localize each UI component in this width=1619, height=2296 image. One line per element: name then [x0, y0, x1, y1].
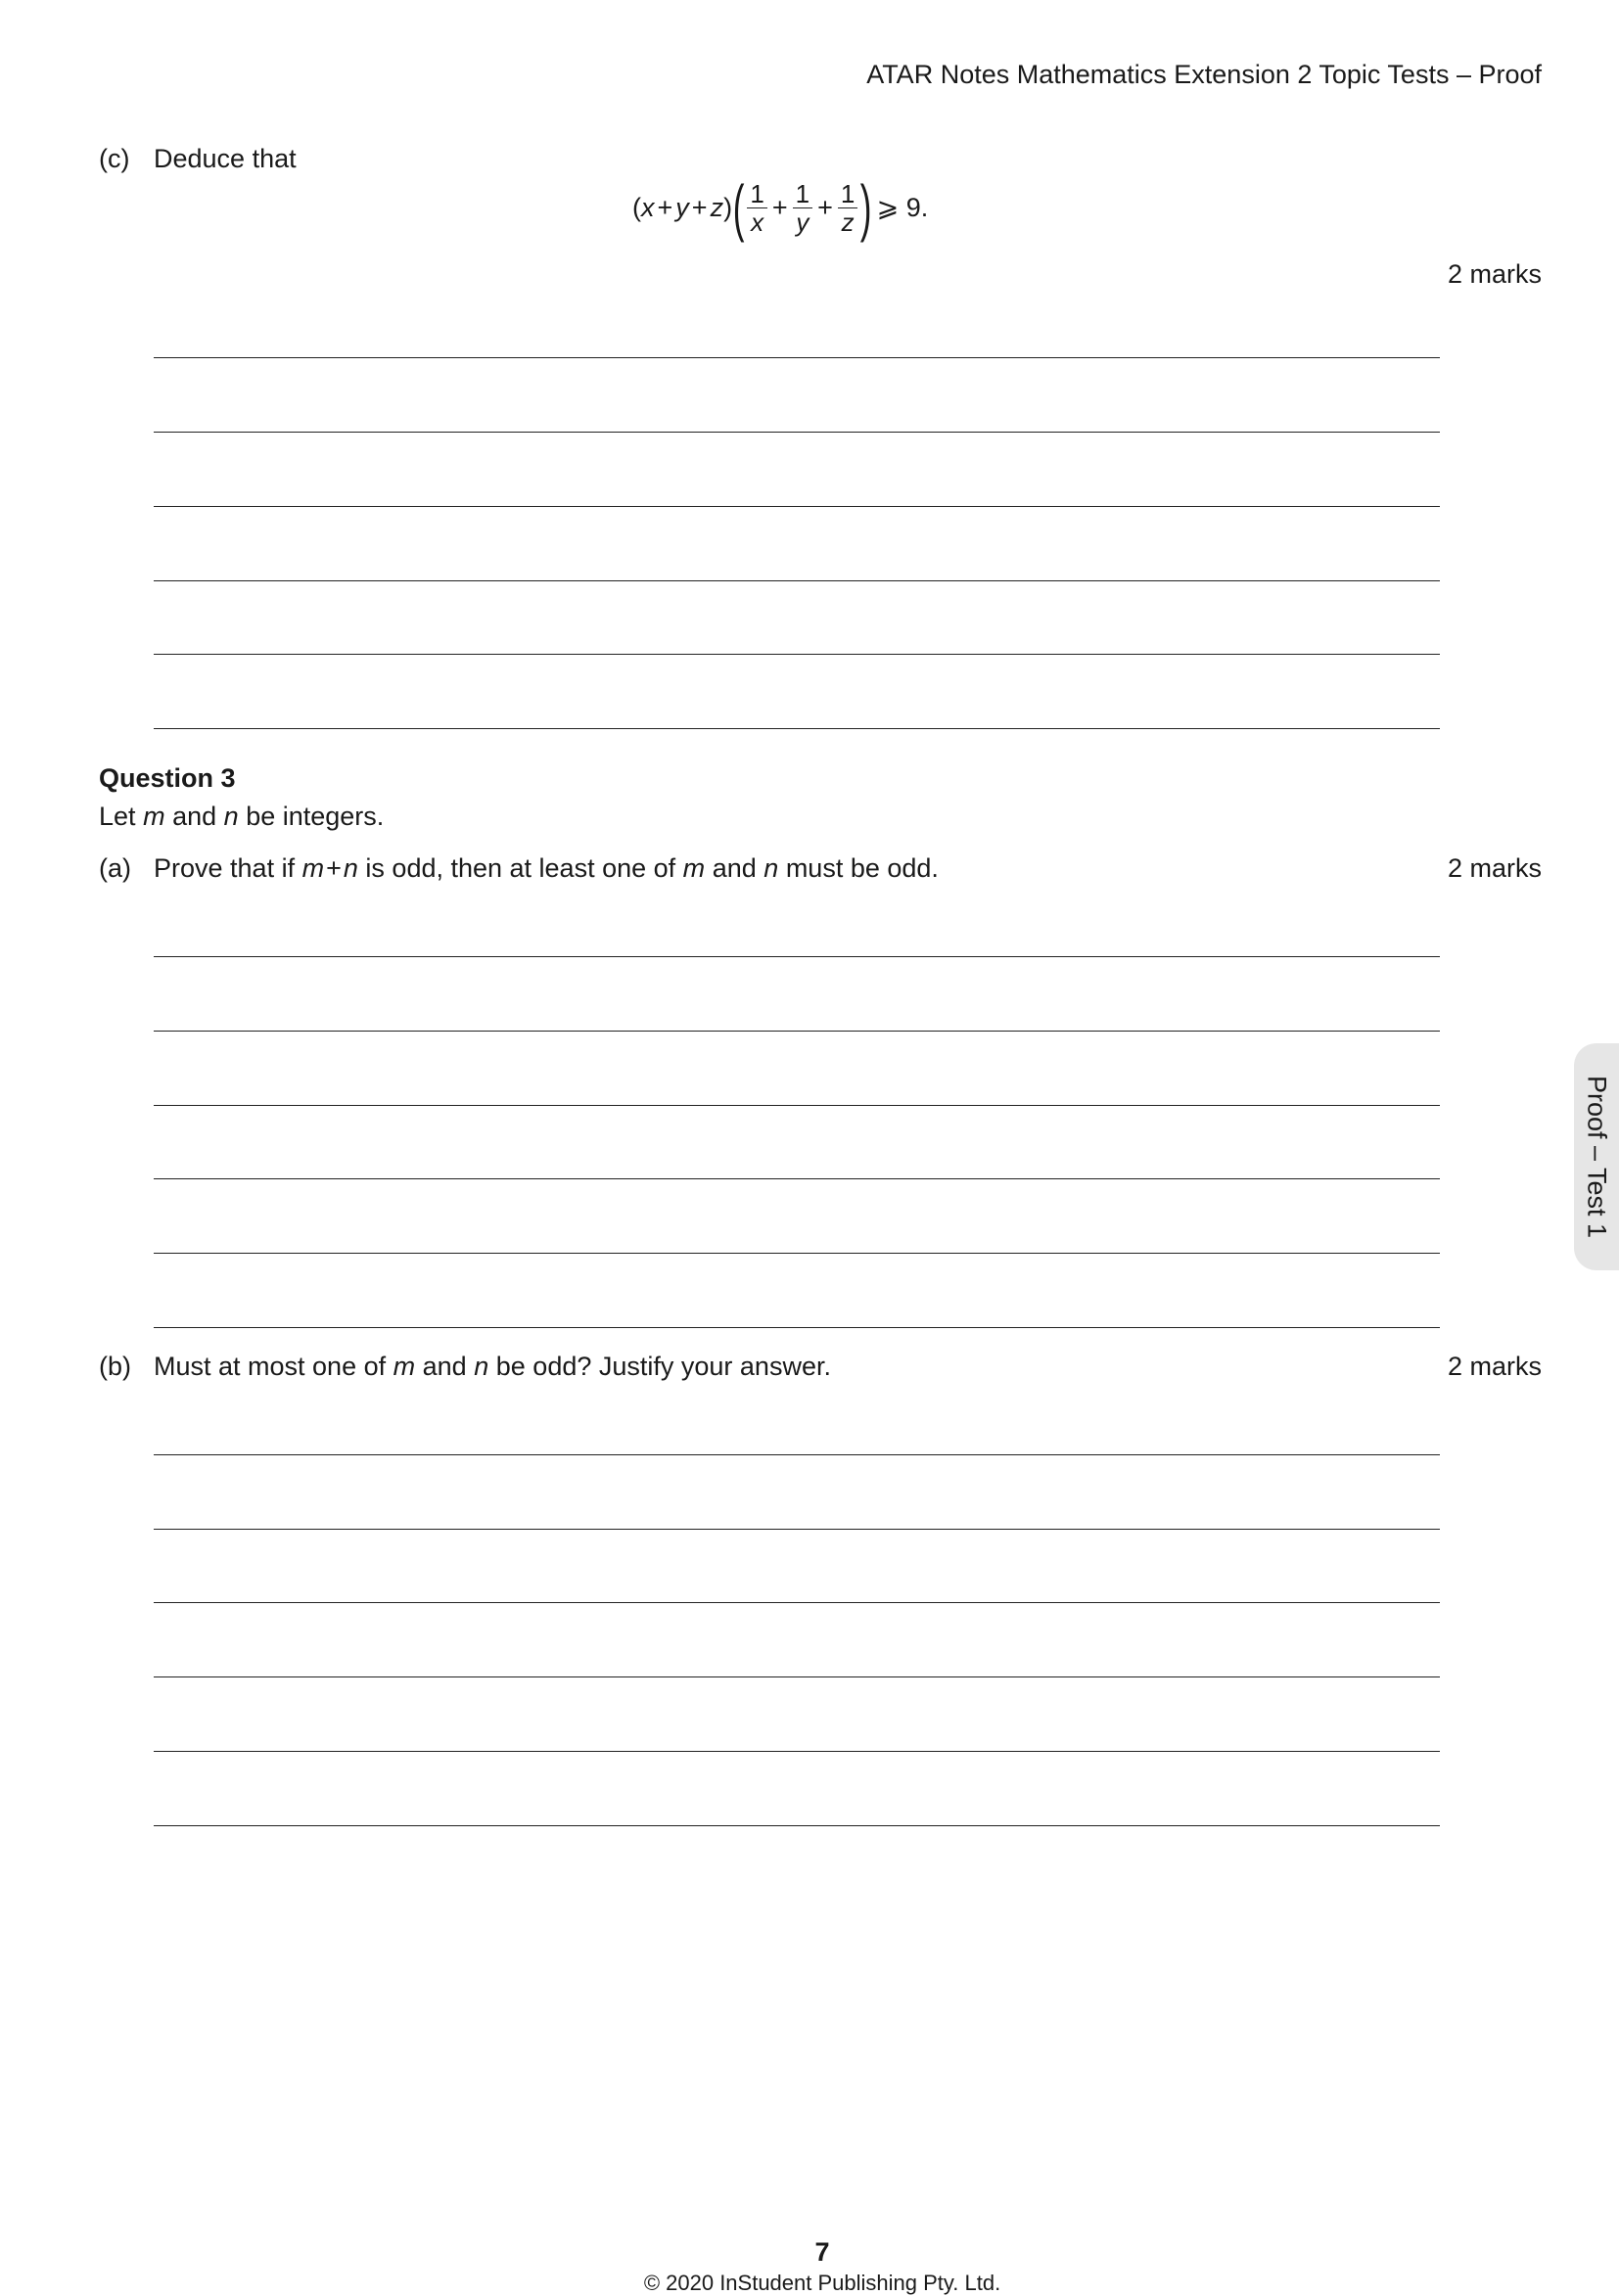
answer-line[interactable] [154, 1825, 1440, 1826]
formula-plus-4: + [817, 192, 833, 222]
page-header: ATAR Notes Mathematics Extension 2 Topic Tests – Proof [866, 60, 1542, 89]
formula-x: x [641, 192, 655, 222]
part-b-t2: and [422, 1352, 467, 1381]
var-n: n [763, 853, 779, 883]
var-n: n [474, 1352, 489, 1381]
answer-line[interactable] [154, 1178, 1440, 1179]
part-b-text [154, 1351, 831, 1382]
answer-line[interactable] [154, 1253, 1440, 1254]
part-b-label: (b) [99, 1352, 131, 1381]
fraction-denominator-y: y [796, 207, 810, 237]
var-m: m [393, 1352, 416, 1381]
intro-rest: be integers. [246, 802, 385, 831]
answer-line[interactable] [154, 1751, 1440, 1752]
part-a-text [154, 852, 939, 884]
part-a-t4: must be odd. [785, 853, 939, 883]
question-3-intro [99, 801, 384, 832]
formula-z: z [710, 192, 724, 222]
part-a-t2: is odd, then at least one of [365, 853, 676, 883]
part-b-t3: be odd? Justify your answer. [495, 1352, 831, 1381]
answer-line[interactable] [154, 1031, 1440, 1032]
formula-big-open-paren: ( [732, 172, 745, 243]
part-a-t3: and [712, 853, 757, 883]
formula-relation: ⩾ 9. [876, 192, 929, 222]
answer-line[interactable] [154, 1602, 1440, 1603]
answer-line[interactable] [154, 432, 1440, 433]
formula-y: y [675, 192, 689, 222]
answer-line[interactable] [154, 506, 1440, 507]
fraction-denominator-z: z [841, 207, 855, 237]
answer-line[interactable] [154, 728, 1440, 729]
answer-line[interactable] [154, 654, 1440, 655]
part-c-text: Deduce that [154, 144, 297, 173]
fraction-numerator: 1 [750, 178, 764, 208]
fraction-denominator-x: x [751, 207, 764, 237]
section-side-tab [1574, 1043, 1619, 1270]
answer-line[interactable] [154, 1529, 1440, 1530]
var-n: n [223, 802, 239, 831]
part-b-t1: Must at most one of [154, 1352, 387, 1381]
answer-line[interactable] [154, 1327, 1440, 1328]
answer-line[interactable] [154, 1105, 1440, 1106]
inequality-formula [632, 168, 928, 247]
formula-lhs-open: ( [632, 192, 641, 222]
part-b-marks: 2 marks [1447, 1352, 1542, 1381]
copyright-notice: © 2020 InStudent Publishing Pty. Ltd. [643, 2271, 1001, 2295]
var-n: n [343, 853, 358, 883]
answer-line[interactable] [154, 1454, 1440, 1455]
formula-plus-1: + [657, 192, 673, 222]
part-a-marks: 2 marks [1447, 853, 1542, 883]
fraction-numerator: 1 [840, 178, 856, 208]
part-a-label: (a) [99, 853, 131, 883]
formula-big-close-paren: ) [860, 172, 872, 243]
part-c-marks: 2 marks [1447, 259, 1542, 289]
formula-plus-3: + [771, 192, 788, 222]
var-m: m [143, 802, 165, 831]
plus-sign: + [326, 853, 342, 883]
side-tab-label: Proof – Test 1 [1582, 1075, 1612, 1239]
intro-let: Let [99, 802, 136, 831]
fraction-one-over-z [838, 180, 857, 236]
question-3-title: Question 3 [99, 763, 236, 793]
formula-lhs-close: ) [723, 192, 733, 222]
answer-line[interactable] [154, 1676, 1440, 1677]
fraction-numerator: 1 [795, 178, 810, 208]
var-m: m [682, 853, 706, 883]
answer-line[interactable] [154, 956, 1440, 957]
fraction-one-over-x [747, 180, 766, 236]
var-m: m [301, 853, 325, 883]
part-a-t1: Prove that if [154, 853, 296, 883]
answer-line[interactable] [154, 357, 1440, 358]
fraction-one-over-y [793, 180, 812, 236]
formula-plus-2: + [691, 192, 708, 222]
page-number: 7 [814, 2237, 830, 2267]
part-c-label: (c) [99, 144, 130, 173]
answer-line[interactable] [154, 580, 1440, 581]
intro-and: and [172, 802, 217, 831]
